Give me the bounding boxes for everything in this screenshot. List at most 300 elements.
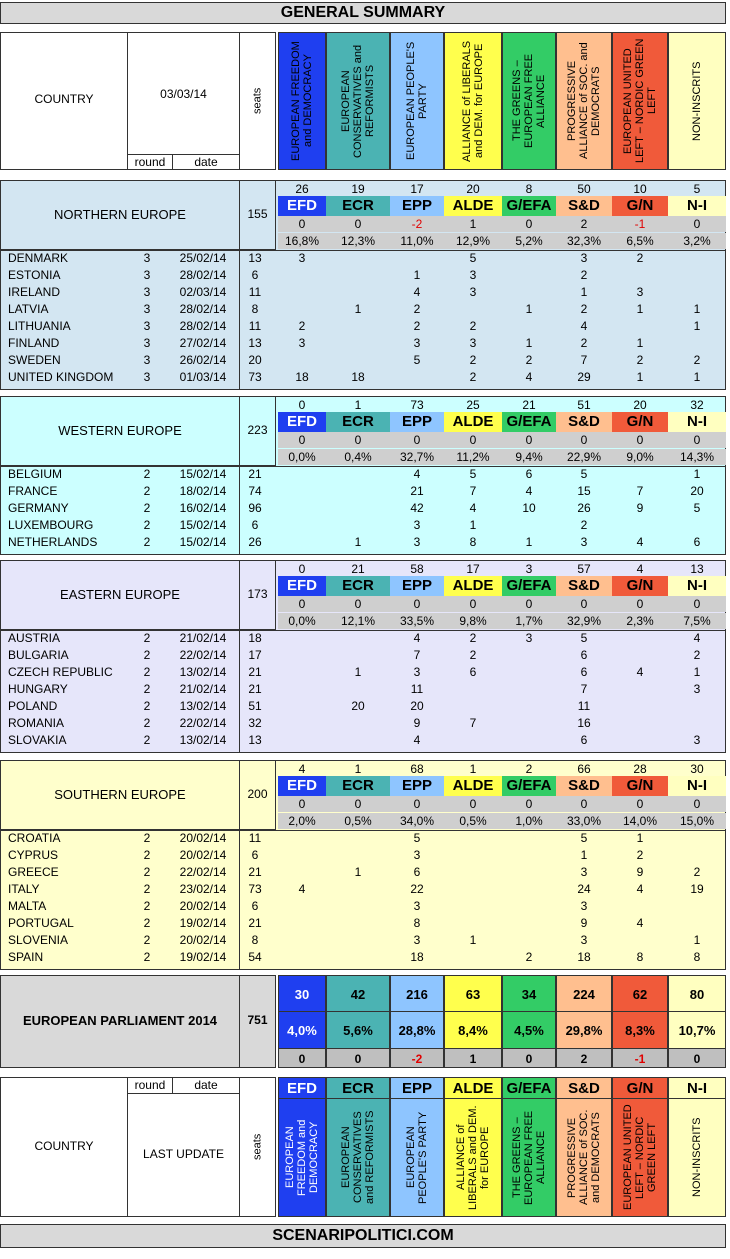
country-party-seats: 4 (298, 882, 306, 896)
country-party-seats: 1 (469, 518, 477, 532)
region-percent: 15,0% (668, 813, 726, 829)
country-party-seats: 3 (413, 899, 421, 913)
parliament-percent: 4,5% (502, 1011, 556, 1049)
parliament-total: 30 (278, 975, 326, 1012)
country-party-seats: 2 (693, 648, 701, 662)
parliament-change: -1 (612, 1048, 668, 1068)
party-abbr-efd: EFD (278, 776, 326, 796)
region-percent: 0,0% (278, 613, 326, 629)
parliament-change: 0 (502, 1048, 556, 1068)
country-party-seats: 4 (693, 631, 701, 645)
country-party-seats: 1 (693, 319, 701, 333)
country-party-seats: 3 (580, 865, 588, 879)
region-change: 0 (390, 796, 444, 812)
parliament-change: 1 (444, 1048, 502, 1068)
country-party-seats: 1 (354, 302, 362, 316)
region-total: 25 (466, 398, 480, 412)
region-change: 0 (326, 596, 390, 612)
country-party-seats: 6 (580, 665, 588, 679)
party-full-name-bottom-gefa: THE GREENS – EUROPEAN FREE ALLIANCE (502, 1098, 556, 1217)
country-name: UNITED KINGDOM (8, 370, 114, 384)
country-date: 13/02/14 (179, 733, 227, 747)
party-abbr-ni: N-I (668, 196, 726, 216)
party-abbr-bottom-epp: EPP (390, 1077, 444, 1099)
region-percent: 12,9% (444, 233, 502, 249)
country-seats: 11 (248, 319, 262, 333)
region-percent: 16,8% (278, 233, 326, 249)
region-percent: 6,5% (612, 233, 668, 249)
country-date: 18/02/14 (179, 484, 227, 498)
country-name: MALTA (8, 899, 47, 913)
region-seats: 155 (247, 207, 268, 221)
country-party-seats: 8 (469, 535, 477, 549)
parliament-change: 2 (556, 1048, 612, 1068)
country-seats: 8 (251, 302, 259, 316)
country-party-seats: 9 (636, 865, 644, 879)
country-round: 3 (143, 336, 151, 350)
country-party-seats: 2 (693, 865, 701, 879)
region-change: 0 (278, 432, 326, 448)
country-party-seats: 18 (295, 370, 309, 384)
country-party-seats: 1 (354, 535, 362, 549)
country-seats: 73 (248, 370, 262, 384)
country-party-seats: 5 (469, 251, 477, 265)
country-seats: 26 (248, 535, 262, 549)
region-total: 4 (298, 762, 306, 776)
country-party-seats: 1 (525, 302, 533, 316)
country-party-seats: 18 (410, 950, 424, 964)
party-abbr-bottom-sd: S&D (556, 1077, 612, 1099)
country-seats: 8 (251, 933, 259, 947)
country-seats: 13 (248, 733, 262, 747)
party-abbr-efd: EFD (278, 576, 326, 596)
country-date: 13/02/14 (179, 665, 227, 679)
country-row (0, 932, 726, 949)
country-date: 22/02/14 (179, 648, 227, 662)
country-date: 20/02/14 (179, 831, 227, 845)
party-full-name-bottom-ni: NON-INSCRITS (668, 1098, 726, 1217)
country-round: 3 (143, 319, 151, 333)
region-change: 0 (390, 596, 444, 612)
region-percent: 0,5% (326, 813, 390, 829)
country-round: 2 (143, 950, 151, 964)
region-percent: 34,0% (390, 813, 444, 829)
country-seats: 21 (248, 682, 262, 696)
country-party-seats: 1 (413, 268, 421, 282)
country-party-seats: 2 (298, 319, 306, 333)
region-total: 0 (298, 398, 306, 412)
region-change: 0 (444, 432, 502, 448)
country-party-seats: 19 (690, 882, 704, 896)
country-party-seats: 4 (413, 285, 421, 299)
country-party-seats: 3 (693, 682, 701, 696)
date-header-cell (127, 32, 240, 170)
parliament-change: 0 (326, 1048, 390, 1068)
country-party-seats: 1 (693, 665, 701, 679)
country-seats: 11 (248, 831, 262, 845)
country-date: 25/02/14 (179, 251, 227, 265)
country-row (0, 301, 726, 318)
region-percent: 9,8% (444, 613, 502, 629)
region-change: 0 (668, 216, 726, 232)
country-date: 21/02/14 (179, 682, 227, 696)
country-row (0, 715, 726, 732)
country-name: FINLAND (8, 336, 60, 350)
parliament-total: 42 (326, 975, 390, 1012)
country-party-seats: 2 (469, 353, 477, 367)
region-percent: 12,1% (326, 613, 390, 629)
parliament-change: -2 (390, 1048, 444, 1068)
region-total: 26 (295, 182, 309, 196)
region-percent: 33,0% (556, 813, 612, 829)
region-change: 0 (502, 596, 556, 612)
country-seats: 6 (251, 899, 259, 913)
region-name: WESTERN EUROPE (58, 423, 182, 438)
party-abbr-sd: S&D (556, 196, 612, 216)
country-date: 02/03/14 (179, 285, 227, 299)
country-party-seats: 2 (469, 631, 477, 645)
country-name: CZECH REPUBLIC (8, 665, 113, 679)
country-round: 2 (143, 501, 151, 515)
region-change: 0 (502, 796, 556, 812)
country-round: 3 (143, 353, 151, 367)
country-party-seats: 1 (693, 467, 701, 481)
region-total: 21 (351, 562, 365, 576)
country-name: LATVIA (8, 302, 49, 316)
region-change: 0 (502, 216, 556, 232)
country-round: 2 (143, 882, 151, 896)
country-seats: 32 (248, 716, 262, 730)
country-party-seats: 4 (636, 535, 644, 549)
country-date: 15/02/14 (179, 467, 227, 481)
region-change: 1 (444, 216, 502, 232)
parliament-percent: 8,4% (444, 1011, 502, 1049)
country-date: 28/02/14 (179, 268, 227, 282)
party-abbr-efd: EFD (278, 412, 326, 432)
country-round: 2 (143, 899, 151, 913)
region-total: 68 (410, 762, 424, 776)
country-party-seats: 21 (410, 484, 424, 498)
country-row (0, 500, 726, 517)
country-party-seats: 7 (413, 648, 421, 662)
region-total: 5 (693, 182, 701, 196)
country-party-seats: 4 (636, 665, 644, 679)
country-party-seats: 2 (636, 251, 644, 265)
party-full-name-alde: ALLIANCE of LIBERALS and DEM. for EUROPE (444, 32, 502, 170)
country-date: 15/02/14 (179, 518, 227, 532)
region-name: SOUTHERN EUROPE (54, 787, 186, 802)
parliament-percent: 4,0% (278, 1011, 326, 1049)
country-seats: 21 (248, 916, 262, 930)
country-date: 26/02/14 (179, 353, 227, 367)
country-party-seats: 7 (580, 353, 588, 367)
country-seats: 21 (248, 467, 262, 481)
region-change: 0 (326, 432, 390, 448)
country-date: 20/02/14 (179, 933, 227, 947)
region-change: -1 (612, 216, 668, 232)
region-percent: 0,5% (444, 813, 502, 829)
region-total: 19 (351, 182, 365, 196)
country-party-seats: 1 (693, 370, 701, 384)
party-full-name-ni: NON-INSCRITS (668, 32, 726, 170)
country-name: SLOVENIA (8, 933, 69, 947)
country-name: SPAIN (8, 950, 44, 964)
country-party-seats: 1 (580, 848, 588, 862)
party-abbr-bottom-ni: N-I (668, 1077, 726, 1099)
region-change: 0 (668, 796, 726, 812)
party-abbr-bottom-gefa: G/EFA (502, 1077, 556, 1099)
country-party-seats: 4 (636, 916, 644, 930)
country-party-seats: 4 (525, 484, 533, 498)
country-party-seats: 2 (469, 370, 477, 384)
parliament-name: EUROPEAN PARLIAMENT 2014 (22, 1013, 218, 1028)
region-percent: 22,9% (556, 449, 612, 465)
country-row (0, 864, 726, 881)
country-party-seats: 1 (525, 336, 533, 350)
country-party-seats: 1 (636, 336, 644, 350)
party-full-name-sd: PROGRESSIVE ALLIANCE of SOC. and DEMOCRATS (556, 32, 612, 170)
region-percent: 7,5% (668, 613, 726, 629)
parliament-total: 34 (502, 975, 556, 1012)
country-party-seats: 9 (636, 501, 644, 515)
country-seats: 21 (248, 865, 262, 879)
party-full-name-bottom-ecr: EUROPEAN CONSERVATIVES and REFORMISTS (326, 1098, 390, 1217)
region-change: 0 (278, 796, 326, 812)
country-row (0, 647, 726, 664)
region-percent: 14,3% (668, 449, 726, 465)
region-change: 0 (326, 216, 390, 232)
country-row (0, 949, 726, 966)
country-party-seats: 29 (577, 370, 591, 384)
country-name: SWEDEN (8, 353, 61, 367)
region-total: 20 (466, 182, 480, 196)
country-name: BELGIUM (8, 467, 63, 481)
parliament-total: 216 (390, 975, 444, 1012)
country-party-seats: 3 (580, 251, 588, 265)
country-row (0, 352, 726, 369)
region-seats: 173 (247, 587, 268, 601)
country-row (0, 915, 726, 932)
country-round: 3 (143, 251, 151, 265)
party-abbr-bottom-alde: ALDE (444, 1077, 502, 1099)
country-party-seats: 7 (469, 716, 477, 730)
country-seats: 51 (248, 699, 262, 713)
country-party-seats: 3 (580, 899, 588, 913)
country-party-seats: 6 (580, 733, 588, 747)
country-date: 13/02/14 (179, 699, 227, 713)
party-abbr-gn: G/N (612, 412, 668, 432)
country-party-seats: 8 (636, 950, 644, 964)
party-abbr-gn: G/N (612, 196, 668, 216)
country-party-seats: 4 (636, 882, 644, 896)
region-total: 1 (354, 762, 362, 776)
region-total: 8 (525, 182, 533, 196)
country-date: 19/02/14 (179, 916, 227, 930)
region-total: 4 (636, 562, 644, 576)
country-party-seats: 5 (580, 467, 588, 481)
region-change: 0 (444, 596, 502, 612)
parliament-total: 224 (556, 975, 612, 1012)
country-row (0, 250, 726, 267)
round-label-bottom: round (134, 1078, 166, 1092)
country-party-seats: 1 (693, 933, 701, 947)
country-party-seats: 4 (413, 733, 421, 747)
parliament-percent: 29,8% (556, 1011, 612, 1049)
region-total: 10 (633, 182, 647, 196)
region-name: EASTERN EUROPE (60, 587, 180, 602)
region-percent: 12,3% (326, 233, 390, 249)
country-party-seats: 3 (413, 933, 421, 947)
country-name: CYPRUS (8, 848, 59, 862)
party-abbr-ecr: ECR (326, 776, 390, 796)
country-party-seats: 20 (690, 484, 704, 498)
country-party-seats: 26 (577, 501, 591, 515)
country-date: 16/02/14 (179, 501, 227, 515)
country-row (0, 898, 726, 915)
party-abbr-gefa: G/EFA (502, 412, 556, 432)
country-seats: 21 (248, 665, 262, 679)
country-party-seats: 2 (580, 268, 588, 282)
parliament-change: 0 (668, 1048, 726, 1068)
party-abbr-gefa: G/EFA (502, 576, 556, 596)
country-label: COUNTRY (34, 92, 94, 106)
party-abbr-ni: N-I (668, 576, 726, 596)
region-change: 0 (556, 432, 612, 448)
region-percent: 2,3% (612, 613, 668, 629)
country-date: 22/02/14 (179, 865, 227, 879)
country-party-seats: 20 (410, 699, 424, 713)
region-percent: 32,3% (556, 233, 612, 249)
country-seats: 73 (248, 882, 262, 896)
party-abbr-sd: S&D (556, 576, 612, 596)
country-round: 3 (143, 268, 151, 282)
region-change: 0 (556, 796, 612, 812)
country-party-seats: 18 (351, 370, 365, 384)
region-percent: 2,0% (278, 813, 326, 829)
party-abbr-epp: EPP (390, 412, 444, 432)
country-seats: 11 (248, 285, 262, 299)
country-round: 2 (143, 648, 151, 662)
country-party-seats: 2 (636, 848, 644, 862)
party-abbr-ecr: ECR (326, 412, 390, 432)
country-party-seats: 10 (522, 501, 536, 515)
party-abbr-alde: ALDE (444, 576, 502, 596)
country-round: 3 (143, 285, 151, 299)
country-party-seats: 18 (577, 950, 591, 964)
country-party-seats: 3 (580, 535, 588, 549)
country-party-seats: 2 (413, 302, 421, 316)
region-total: 3 (525, 562, 533, 576)
country-party-seats: 8 (413, 916, 421, 930)
country-party-seats: 4 (469, 501, 477, 515)
region-percent: 32,7% (390, 449, 444, 465)
country-round: 2 (143, 467, 151, 481)
country-party-seats: 2 (580, 518, 588, 532)
region-change: 0 (326, 796, 390, 812)
country-date: 28/02/14 (179, 319, 227, 333)
parliament-percent: 5,6% (326, 1011, 390, 1049)
party-abbr-efd: EFD (278, 196, 326, 216)
country-party-seats: 11 (577, 699, 591, 713)
region-total: 66 (577, 762, 591, 776)
country-party-seats: 3 (413, 535, 421, 549)
country-row (0, 267, 726, 284)
country-date: 21/02/14 (179, 631, 227, 645)
country-seats: 17 (248, 648, 262, 662)
country-name: AUSTRIA (8, 631, 61, 645)
country-party-seats: 3 (298, 251, 306, 265)
party-full-name-bottom-sd: PROGRESSIVE ALLIANCE of SOC. and DEMOCRATS (556, 1098, 612, 1217)
party-full-name-gn: EUROPEAN UNITED LEFT – NORDIC GREEN LEFT (612, 32, 668, 170)
region-change: 0 (502, 432, 556, 448)
region-total: 57 (577, 562, 591, 576)
country-date: 23/02/14 (179, 882, 227, 896)
country-seats: 6 (251, 518, 259, 532)
country-seats: 6 (251, 848, 259, 862)
party-abbr-bottom-efd: EFD (278, 1077, 326, 1099)
country-party-seats: 3 (525, 631, 533, 645)
region-total: 17 (410, 182, 424, 196)
region-total: 13 (690, 562, 704, 576)
country-round: 2 (143, 665, 151, 679)
region-total: 50 (577, 182, 591, 196)
party-abbr-epp: EPP (390, 776, 444, 796)
country-seats: 96 (248, 501, 262, 515)
country-party-seats: 6 (469, 665, 477, 679)
region-percent: 0,4% (326, 449, 390, 465)
party-abbr-epp: EPP (390, 196, 444, 216)
country-party-seats: 1 (354, 865, 362, 879)
round-label: round (134, 155, 166, 169)
country-party-seats: 3 (413, 518, 421, 532)
country-party-seats: 3 (413, 336, 421, 350)
country-party-seats: 4 (580, 319, 588, 333)
party-abbr-ni: N-I (668, 776, 726, 796)
country-seats: 18 (248, 631, 262, 645)
country-round: 3 (143, 370, 151, 384)
country-round: 2 (143, 699, 151, 713)
country-date: 19/02/14 (179, 950, 227, 964)
date-label-bottom: date (194, 1078, 218, 1092)
seats-label: seats (251, 87, 264, 115)
country-party-seats: 3 (580, 933, 588, 947)
party-full-name-bottom-gn: EUROPEAN UNITED LEFT – NORDIC GREEN LEFT (612, 1098, 668, 1217)
country-seats: 74 (248, 484, 262, 498)
country-party-seats: 5 (580, 831, 588, 845)
party-abbr-bottom-ecr: ECR (326, 1077, 390, 1099)
country-row (0, 732, 726, 749)
country-name: ITALY (8, 882, 40, 896)
country-round: 2 (143, 716, 151, 730)
country-party-seats: 5 (413, 831, 421, 845)
country-round: 2 (143, 535, 151, 549)
region-seats: 200 (247, 787, 268, 801)
party-full-name-epp: EUROPEAN PEOPLE'S PARTY (390, 32, 444, 170)
country-party-seats: 2 (636, 353, 644, 367)
country-party-seats: 3 (469, 336, 477, 350)
country-party-seats: 6 (525, 467, 533, 481)
country-seats: 13 (248, 251, 262, 265)
last-update-label: LAST UPDATE (143, 1147, 224, 1161)
region-percent: 1,0% (502, 813, 556, 829)
country-party-seats: 1 (636, 370, 644, 384)
parliament-total: 63 (444, 975, 502, 1012)
country-date: 01/03/14 (179, 370, 227, 384)
country-party-seats: 5 (580, 631, 588, 645)
region-total: 28 (633, 762, 647, 776)
country-name: GREECE (8, 865, 59, 879)
country-row (0, 698, 726, 715)
